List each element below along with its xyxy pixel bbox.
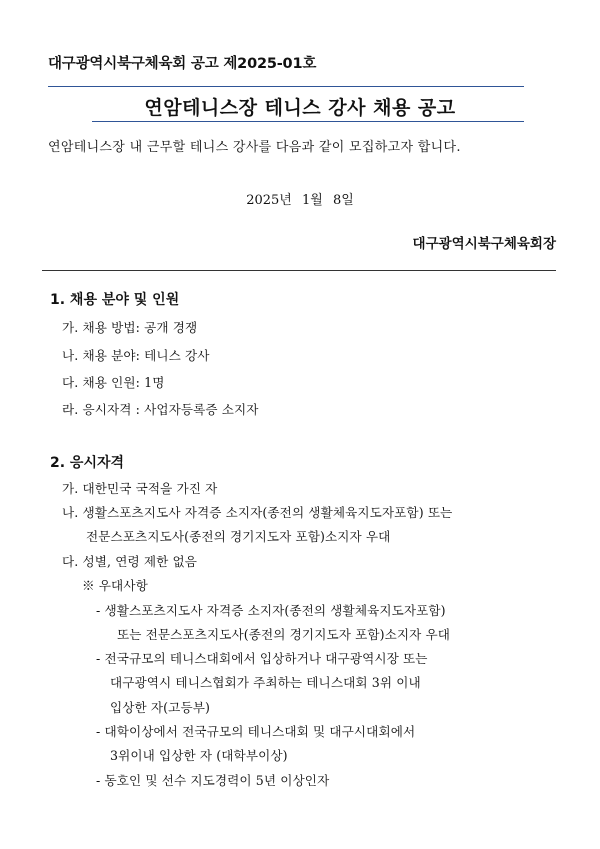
notice-number: 대구광역시북구체육회 공고 제2025-01호	[48, 56, 317, 72]
preference-line: - 동호인 및 선수 지도경력이 5년 이상인자	[96, 773, 330, 788]
notice-date: 2025년 1월 8일	[246, 193, 354, 208]
section-1-item: 가. 채용 방법: 공개 경쟁	[62, 320, 198, 335]
section-divider	[42, 270, 556, 271]
section-2-line: 전문스포츠지도사(종전의 경기지도자 포함)소지자 우대	[86, 529, 391, 544]
title-rule	[92, 121, 524, 122]
preference-heading: ※ 우대사항	[82, 578, 148, 593]
preference-line: - 대학이상에서 전국규모의 테니스대회 및 대구시대회에서	[96, 724, 416, 739]
intro-text: 연암테니스장 내 근무할 테니스 강사를 다음과 같이 모집하고자 합니다.	[48, 140, 461, 155]
section-2-heading: 2. 응시자격	[50, 455, 125, 471]
issuing-organization: 대구광역시북구체육회장	[412, 236, 556, 252]
section-2-line: 가. 대한민국 국적을 가진 자	[62, 481, 218, 496]
header-rule	[48, 86, 524, 87]
preference-line: 또는 전문스포츠지도사(종전의 경기지도자 포함)소지자 우대	[117, 627, 451, 642]
preference-line: 입상한 자(고등부)	[110, 700, 210, 715]
preference-line: 대구광역시 테니스협회가 주최하는 테니스대회 3위 이내	[110, 675, 421, 690]
section-1-item: 나. 채용 분야: 테니스 강사	[62, 348, 210, 363]
preference-line: 3위이내 입상한 자 (대학부이상)	[110, 748, 288, 763]
section-1-heading: 1. 채용 분야 및 인원	[50, 292, 180, 308]
page-title: 연암테니스장 테니스 강사 채용 공고	[144, 97, 456, 119]
section-2-line: 나. 생활스포츠지도사 자격증 소지자(종전의 생활체육지도자포함) 또는	[62, 505, 453, 520]
section-2-line: 다. 성별, 연령 제한 없음	[62, 554, 198, 569]
preference-line: - 전국규모의 테니스대회에서 입상하거나 대구광역시장 또는	[96, 651, 428, 666]
section-1-item: 라. 응시자격 : 사업자등록증 소지자	[62, 402, 259, 417]
preference-line: - 생활스포츠지도사 자격증 소지자(종전의 생활체육지도자포함)	[96, 603, 446, 618]
section-1-item: 다. 채용 인원: 1명	[62, 375, 165, 390]
